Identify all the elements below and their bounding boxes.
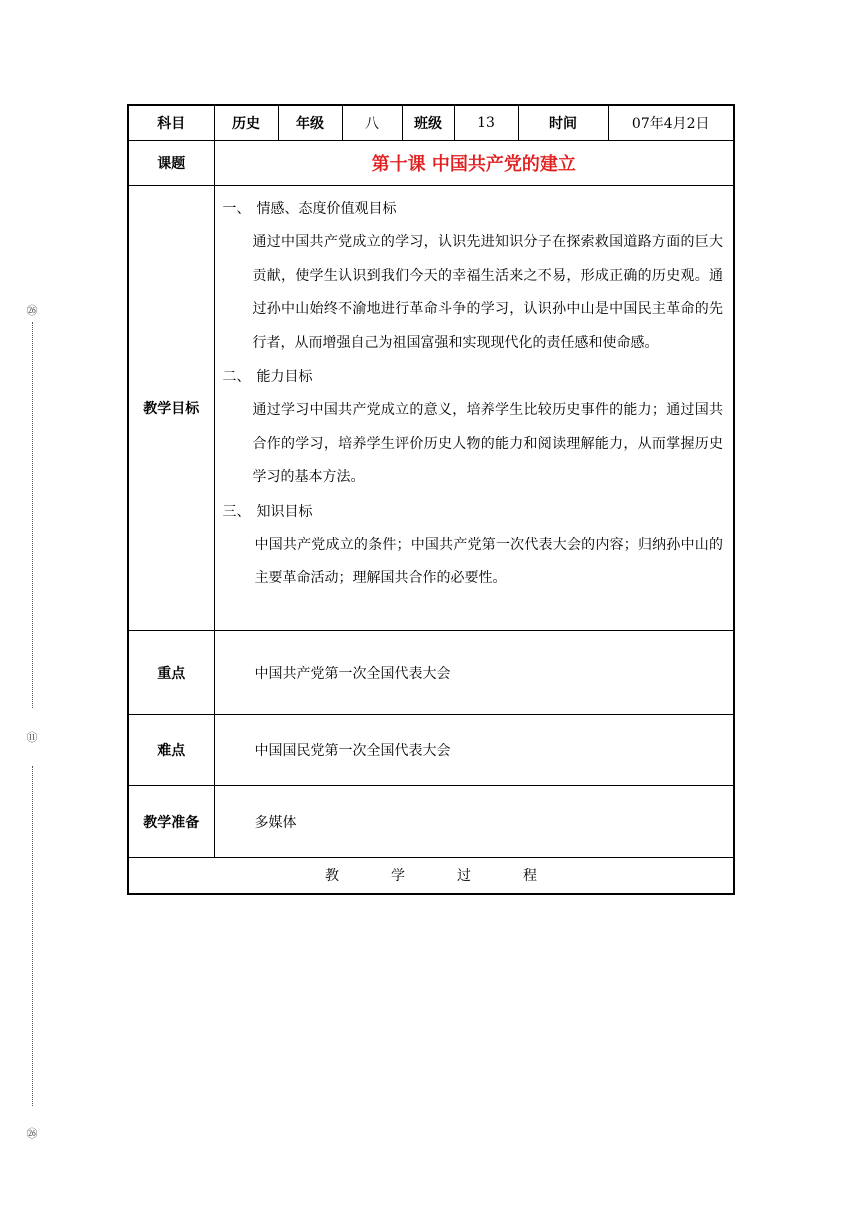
process-row: [128, 858, 734, 894]
teaching-process-heading: 教 学 过 程: [128, 858, 734, 894]
time-label: 时间: [518, 105, 608, 141]
preparation-label: 教学准备: [128, 786, 214, 858]
objective-heading-3: 三、 知识目标: [222, 503, 313, 520]
difficulty-label: 难点: [128, 715, 214, 786]
binding-dotted-line-upper: [32, 322, 33, 708]
lesson-title: 第十课 中国共产党的建立: [371, 154, 576, 175]
objective-body-2: 通过学习中国共产党成立的意义，培养学生比较历史事件的能力；通过国共合作的学习，培养学生评价历史人物的能力和阅读理解能力，从而掌握历史学习的基本方法。: [252, 402, 723, 485]
subject-label: 科目: [128, 105, 214, 141]
grade-value: 八: [342, 105, 402, 141]
class-label: 班级: [402, 105, 454, 141]
difficulty-row: [128, 715, 734, 786]
topic-row: [128, 141, 734, 186]
objectives-row: [128, 186, 734, 631]
objectives-label: 教学目标: [128, 186, 214, 631]
objective-body-3: 中国共产党成立的条件；中国共产党第一次代表大会的内容；归纳孙中山的主要革命活动；理解国共合作的必要性。: [254, 536, 723, 586]
binding-mark-bottom: ㉖: [26, 1127, 38, 1140]
difficulty-value: 中国国民党第一次全国代表大会: [214, 715, 734, 786]
header-row: [128, 105, 734, 141]
objective-heading-2: 二、 能力目标: [222, 369, 313, 385]
grade-label: 年级: [278, 105, 342, 141]
binding-dotted-line-lower: [32, 766, 33, 1106]
objective-body-1: 通过中国共产党成立的学习，认识先进知识分子在探索救国道路方面的巨大贡献，使学生认识到我们今天的幸福生活来之不易，形成正确的历史观。通过孙中山始终不渝地进行革命斗争的学习，认识孙中山是中国民主革命的先行者，从而增强自己为祖国富强和实现现代化的责任感和使命感。: [252, 234, 723, 351]
key-point-value: 中国共产党第一次全国代表大会: [214, 631, 734, 715]
objectives-content: [214, 186, 734, 631]
key-point-label: 重点: [128, 631, 214, 715]
preparation-value: 多媒体: [214, 786, 734, 858]
subject-value: 历史: [214, 105, 278, 141]
topic-title-cell: [214, 141, 734, 186]
key-point-row: [128, 631, 734, 715]
topic-label: 课题: [128, 141, 214, 186]
objective-heading-1: 一、 情感、态度价值观目标: [222, 201, 397, 217]
binding-mark-top: ㉖: [26, 304, 38, 317]
preparation-row: [128, 786, 734, 858]
binding-mark-middle: ⑪: [26, 731, 38, 744]
time-value: 07年4月2日: [608, 105, 734, 141]
lesson-plan-table: [127, 104, 735, 895]
class-value: 13: [454, 105, 518, 141]
